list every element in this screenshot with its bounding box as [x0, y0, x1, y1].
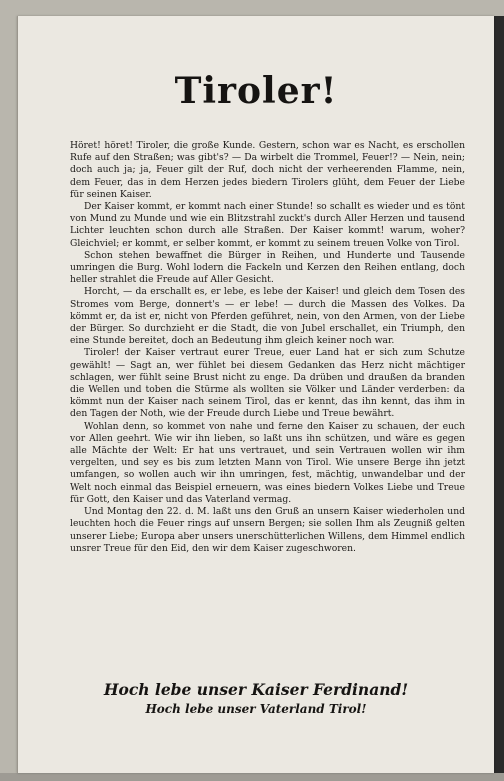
paragraph: Tiroler! der Kaiser vertraut eurer Treue, euer Land hat er sich zum Schutze gewählt! — Sagt an, wer fühlet bei diesem Gedanken das Herz nicht mächtiger schlagen, wer fühlt seine Brust nicht zu enge. Da drüben und draußen da branden die Wellen und toben die Stürme als wollten sie Völker und Länder verderben: da kömmt nun der Kaiser nach seinem Tirol, das er kennt, das ihn kennt, das ihm in den Tagen der Noth, wie der Freude durch Liebe und Treue bewährt. — [70, 347, 465, 420]
paragraph: Der Kaiser kommt, er kommt nach einer Stunde! so schallt es wieder und es tönt von Mund zu Munde und wie ein Blitzstrahl zuckt's durch Aller Herzen und tausend Lichter leuchten schon durch alle Straßen. Der Kaiser kommt! warum, woher? Gleichviel; er kommt, er selber kommt, er kommt zu seinem treuen Volke von Tirol. — [70, 201, 465, 249]
scan-edge-shadow — [493, 16, 504, 781]
scan-bottom-strip — [0, 773, 504, 781]
paragraph: Höret! höret! Tiroler, die große Kunde. Gestern, schon war es Nacht, es erschollen Rufe auf den Straßen; was gibt's? — Da wirbelt die Trommel, Feuer!? — Nein, nein; doch auch ja; ja, Feuer gilt der Ruf, doch nicht der verheerenden Flamme, nein, dem Feuer, das in dem Herzen jedes biedern Tirolers glüht, dem Feuer der Liebe für seinen Kaiser. — [70, 140, 465, 200]
poster-body — [70, 140, 465, 555]
paragraph: Und Montag den 22. d. M. laßt uns den Gruß an unsern Kaiser wiederholen und leuchten hoch die Feuer rings auf unsern Bergen; sie sollen Ihm als Zeugniß gelten unserer Liebe; Europa aber unsers unerschütterlichen Willens, dem Himmel endlich unsrer Treue für den Eid, den wir dem Kaiser zugeschworen. — [70, 506, 465, 554]
poster-title: Tiroler! — [174, 70, 338, 112]
paragraph: Schon stehen bewaffnet die Bürger in Reihen, und Hunderte und Tausende umringen die Burg. Wohl lodern die Fackeln und Kerzen den Reihen entlang, doch heller strahlet die Freude auf Aller Gesicht. — [70, 249, 465, 286]
closing-line-fatherland: Hoch lebe unser Vaterland Tirol! — [145, 702, 367, 716]
closing-line-emperor: Hoch lebe unser Kaiser Ferdinand! — [103, 680, 409, 699]
paragraph: Wohlan denn, so kommet von nahe und ferne den Kaiser zu schauen, der euch vor Allen geehrt. Wie wir ihn lieben, so laßt uns ihn schützen, und wäre es gegen alle Mächte der Welt: Er hat uns vertrauet, und sein Vertrauen wollen wir ihm vergelten, und sey es bis zum letzten Mann von Tirol. Wie unsere Berge ihn jetzt umfangen, so wollen auch wir ihn umringen, fest, mächtig, unwandelbar und der Welt noch einmal das Beispiel erneuern, was eines biedern Volkes Liebe und Treue für Gott, den Kaiser und das Vaterland vermag. — [70, 420, 465, 505]
paragraph: Horcht, — da erschallt es, er lebe, es lebe der Kaiser! und gleich dem Tosen des Stromes vom Berge, donnert's — er lebe! — durch die Massen des Volkes. Da kömmt er, da ist er, nicht von Pferden geführet, nein, von den Armen, von der Liebe der Bürger. So durchzieht er die Stadt, die von Jubel erschallet, ein Triumph, den eine Stunde bereitet, doch an Bedeutung ihm gleich keiner noch war. — [70, 286, 465, 347]
poster-sheet — [17, 16, 494, 773]
